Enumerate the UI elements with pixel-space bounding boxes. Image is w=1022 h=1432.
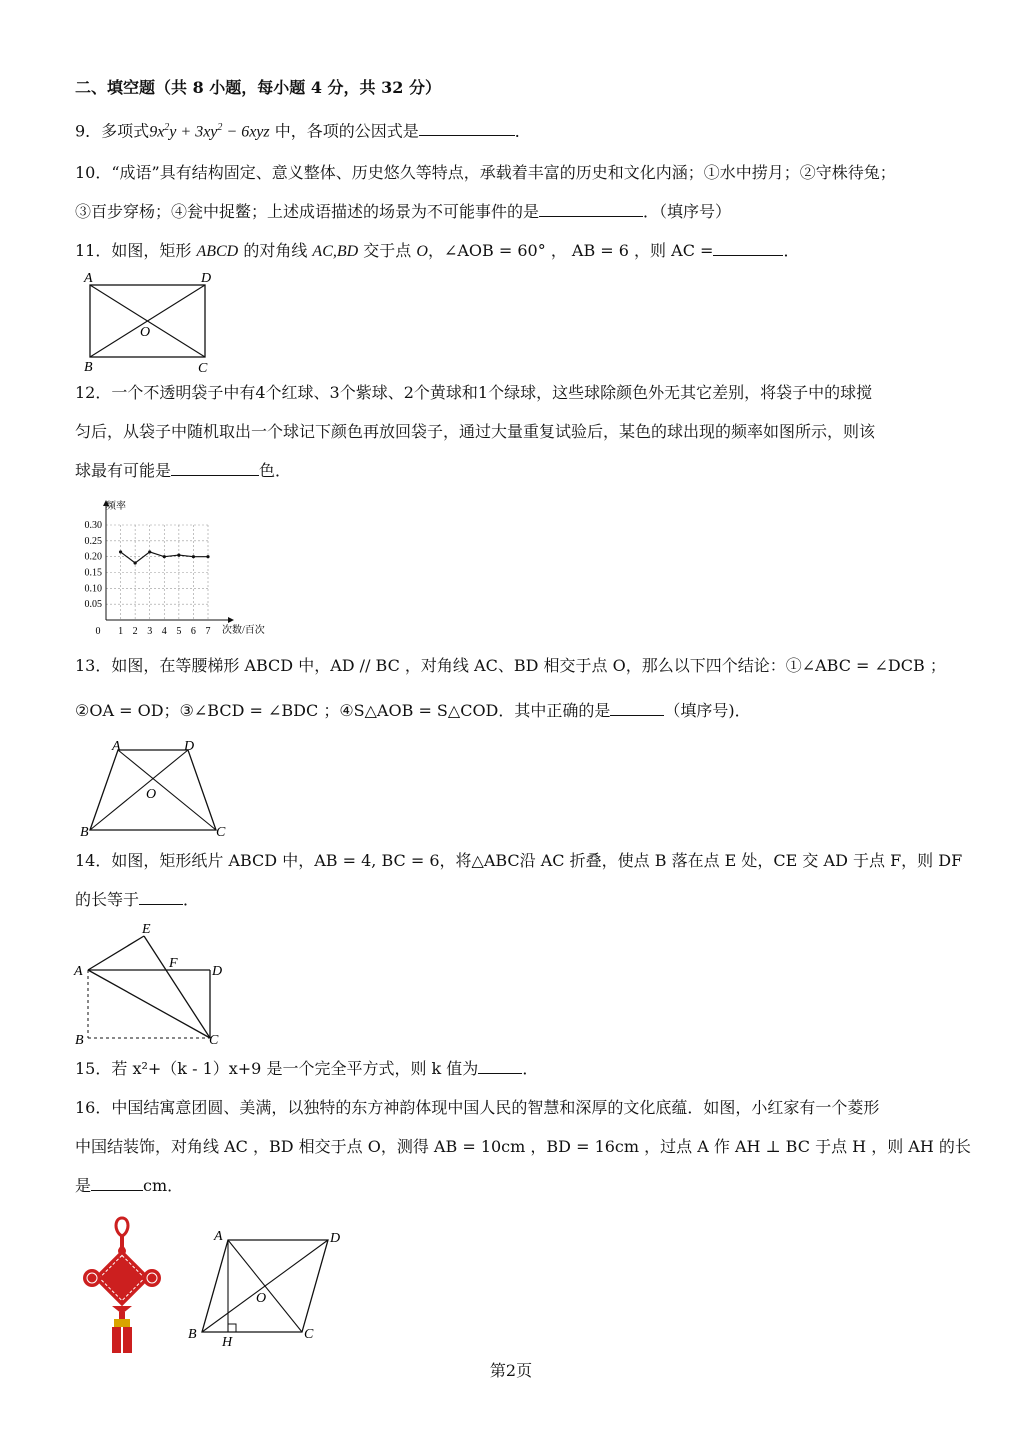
question-12-line-2: 匀后，从袋子中随机取出一个球记下颜色再放回袋子，通过大量重复试验后，某色的球出现的频率如图所示，则该 [75,422,876,441]
q12-answer-blank[interactable] [171,459,259,476]
q11-answer-blank[interactable] [713,239,783,256]
chart-x-axis-label: 次数/百次 [222,625,265,636]
question-13-line-2 [75,699,751,723]
q16-label-a: A [214,1229,223,1244]
q11-end: ． [783,241,800,260]
q16-label-h: H [222,1335,233,1350]
question-12-line-1: 12．一个不透明袋子中有4个红球、3个紫球、2个黄球和1个绿球，这些球除颜色外无其它差别，将袋子中的球搅 [75,383,873,402]
question-16-line-1: 16．中国结寓意团圆、美满，以独特的东方神韵体现中国人民的智慧和深厚的文化底蕴．如图，小红家有一个菱形 [75,1098,880,1117]
chart-ticks [85,520,211,637]
chart-y-tick-label: 0.10 [84,583,102,595]
q9-term-c: − 6xyz [222,123,270,141]
q9-term-b: y + 3xy [169,123,218,141]
chart-y-tick-label: 0.05 [84,599,102,611]
q13-text: ②OA = OD；③∠BCD = ∠BDC ；④S△AOB = S△COD．其中正确的是 [75,701,611,720]
q14-label-a: A [74,964,83,979]
q9-term-a: 9x [149,123,165,141]
chart-y-axis-label: 频率 [106,501,126,512]
question-16-line-2: 中国结装饰，对角线 AC ，BD 相交于点 O，测得 AB = 10cm ，BD = 16cm ，过点 A 作 AH ⊥ BC 于点 H ，则 AH 的长 [75,1137,971,1156]
chart-data-point [163,555,166,558]
q13-label-a: A [112,739,121,754]
q14-answer-blank[interactable] [139,888,183,905]
q14-label-c: C [209,1033,219,1048]
q9-exp-a: 2 [164,122,170,133]
question-15 [75,1057,538,1081]
q12-text: 球最有可能是 [75,461,172,480]
q14-label-b: B [75,1033,84,1048]
q16-diagonal-bd [202,1240,328,1332]
q11-label-b: B [84,360,93,375]
chart-data-point [134,561,137,564]
q16-answer-blank[interactable] [91,1174,143,1191]
q14-diagonal-ac [88,970,210,1038]
q15-answer-blank[interactable] [478,1057,522,1074]
q10-end: ．（填序号） [643,202,732,221]
chart-x-tick-label: 3 [147,626,153,637]
q14-side-ec [144,936,210,1038]
question-11 [75,239,799,264]
chart-data-point [206,555,209,558]
q13-label-c: C [216,825,226,840]
q16-text: 是 [75,1176,92,1195]
q14-side-ae [88,936,144,970]
question-10-line-1: 10．“成语”具有结构固定、意义整体、历史悠久等特点，承载着丰富的历史和文化内涵；①水中捞月；②守株待兔； [75,163,896,182]
chinese-knot-icon [83,1218,161,1353]
chart-y-tick-label: 0.30 [84,520,102,531]
q13-label-b: B [80,825,89,840]
section-title: 二、填空题（共 8 小题，每小题 4 分，共 32 分） [75,78,441,97]
question-9 [75,116,531,144]
q9-prefix: 9．多项式 [75,121,150,141]
q14-text: 的长等于 [75,890,140,909]
question-12-line-3 [75,459,291,483]
q14-fold-figure [72,916,232,1048]
question-14-line-2 [75,888,199,912]
chart-x-tick-label: 6 [190,626,196,637]
q16-label-d: D [330,1231,341,1246]
q9-exp-b: 2 [217,122,223,133]
q15-text: 15．若 x²+（k - 1）x+9 是一个完全平方式，则 k 值为 [75,1059,479,1078]
chart-y-tick-label: 0.20 [84,551,102,563]
chinese-knot-image [78,1214,172,1356]
q14-label-d: D [212,964,223,979]
chart-data-point [177,553,180,556]
chart-x-tick-label: 7 [205,626,211,637]
q10-answer-blank[interactable] [539,200,643,217]
chart-x-axis-arrow [228,617,234,623]
chart-data-point [119,550,122,553]
page-number: 第2页 [489,1361,533,1380]
q11-text-e: 交于点 [358,241,417,260]
q11-label-d: D [201,271,212,286]
q11-label-a: A [84,271,93,286]
q11-text-b: ABCD [196,243,239,260]
q13-diagonal-ac [118,750,216,830]
q14-end: ． [183,890,200,909]
q16-label-b: B [188,1327,197,1342]
q9-answer-blank[interactable] [419,119,515,136]
q16-label-c: C [304,1327,314,1342]
q13-trapezoid-figure [76,736,236,840]
q13-end: （填序号)． [664,701,751,720]
question-10-line-2 [75,200,731,224]
q9-suffix: 中，各项的公因式是 [269,121,419,141]
chart-x-tick-label: 1 [118,626,124,637]
question-13-line-1: 13．如图，在等腰梯形 ABCD 中，AD // BC ，对角线 AC、BD 相交于点 O，那么以下四个结论：①∠ABC = ∠DCB ； [75,656,946,675]
q11-label-o: O [140,325,151,340]
q13-label-o: O [146,787,157,802]
q16-rhombus-figure [184,1222,344,1352]
q13-label-d: D [184,739,195,754]
q14-label-e: E [142,922,151,937]
q11-label-c: C [198,361,208,376]
q11-rectangle-figure [80,268,220,376]
chart-x-tick-label: 2 [132,626,138,637]
q11-text-d: AC,BD [312,243,359,260]
q11-text-f: O [416,243,428,260]
chart-axes [103,500,234,623]
chart-x-tick-label: 4 [161,626,167,637]
q16-label-o: O [256,1291,267,1306]
chart-data-point [148,550,151,553]
chart-y-tick-label: 0.15 [84,567,102,579]
chart-grid [106,525,208,620]
q9-end: ． [514,121,531,141]
q10-text: ③百步穿杨；④瓮中捉鳖；上述成语描述的场景为不可能事件的是 [75,202,540,221]
chart-x-tick-label: 0 [95,626,101,637]
chart-y-tick-label: 0.25 [84,535,102,547]
q15-end: ． [522,1059,539,1078]
question-14-line-1: 14．如图，矩形纸片 ABCD 中，AB = 4, BC = 6，将△ABC沿 AC 折叠，使点 B 落在点 E 处，CE 交 AD 于点 F，则 DF [75,851,963,870]
q13-answer-blank[interactable] [610,699,664,716]
q16-right-angle-mark [228,1324,236,1332]
frequency-line-chart [70,494,290,642]
question-16-line-3 [75,1174,183,1198]
q14-label-f: F [169,956,178,971]
q11-text-c: 的对角线 [238,241,313,260]
q11-text-g: ，∠AOB = 60° ， AB = 6 ，则 AC = [427,241,714,260]
chart-data-point [192,555,195,558]
q13-diagonal-bd [90,750,188,830]
q11-text-a: 11．如图，矩形 [75,241,197,260]
chart-x-tick-label: 5 [176,626,182,637]
q12-end: 色． [259,461,292,480]
q16-unit: cm． [143,1176,184,1195]
